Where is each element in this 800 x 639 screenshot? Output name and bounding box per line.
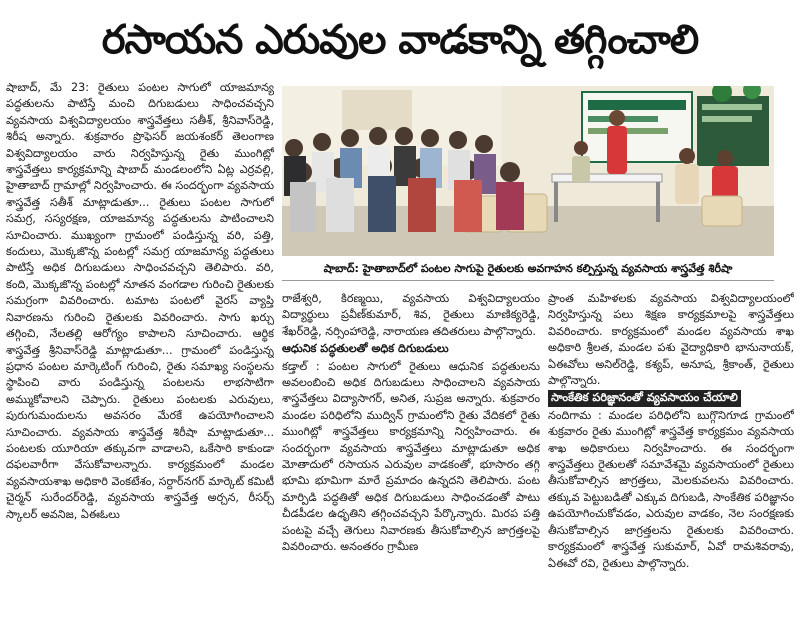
photo-caption: షాబాద్: హైతాబాద్‌లో పంటల సాగుపై రైతులకు అవగాహన కల్పిస్తున్న వ్యవసాయ శాస్త్రవేత్త శిరీషా — [282, 258, 774, 281]
news-photo — [282, 86, 774, 256]
right-intro-text: ప్రాంత మహిళలకు వ్యవసాయ విశ్వవిద్యాలయంలో నిర్వహిస్తున్న పలు శిక్షణ కార్యక్రమాలపై శాస్త్రవేత్తలు వివరించారు. కార్యక్రమంలో మండల వ్యవసాయ శాఖ అధికారి శ్రీలత, మండల పశు వైద్యాధికారి భానునాయక్, ఏఈవోలు అనిల్‌రెడ్డి, కశ్యప్, అనూష, శ్రీకాంత్, రైతులు పాల్గొన్నారు. — [548, 292, 794, 388]
left-column — [6, 80, 274, 636]
middle-column — [282, 291, 540, 636]
meeting-photo-graphic — [282, 86, 774, 256]
middle-subheading: ఆధునిక పద్ధతులతో అధిక దిగుబడులు — [282, 342, 449, 356]
right-column — [548, 291, 794, 636]
right-subheading: సాంకేతిక పరిజ్ఞానంతో వ్యవసాయం చేయాలి — [548, 390, 741, 406]
left-column-text: షాబాద్, మే 23: రైతులు పంటల సాగులో యాజమాన్య పద్ధతులను పాటిస్తే మంచి దిగుబడులు సాధించవచ్చని వ్యవసాయ విశ్వవిద్యాలయం శాస్త్రవేత్తలు సతీశ్, శ్రీనివాస్‌రెడ్డి, శిరీష అన్నారు. శుక్రవారం ప్రొఫెసర్ జయశంకర్ తెలంగాణ విశ్వవిద్యాలయం వారు నిర్వహిస్తున్న రైతు ముంగిట్లో శాస్త్రవేత్తలు కార్యక్రమాన్ని షాబాద్ మండలంలోని ఏట్ల ఎర్రవల్లి, హైతాబాద్ గ్రామాల్లో నిర్వహించారు. ఈ సందర్భంగా వ్యవసాయ శాస్త్రవేత్త సతీశ్ మాట్లాడుతూ... రైతులు పంటల సాగులో సమగ్ర, సస్యరక్షణ, యాజమాన్య పద్ధతులను పాటించాలని సూచించారు. ముఖ్యంగా గ్రామంలో పండిస్తున్న వరి, పత్తి, కందులు, మొక్కజొన్న పంటల్లో సమగ్ర యాజమాన్య పద్ధతులు పాటిస్తే అధిక దిగుబడులు సాధించవచ్చని తెలిపారు. వరి, కంది, మొక్కజొన్న పంటల్లో నూతన వంగడాల గురించి రైతులకు సమగ్రంగా వివరించారు. టమాట పంటలో వైరస్ వ్యాప్తి నివారణను గురించి రైతులకు వివరించారు. సాగు ఖర్చు తగ్గించి, నేలతల్లి ఆరోగ్యం కాపాలని సూచించారు. ఆర్థిక శాస్త్రవేత్త శ్రీనివాస్‌రెడ్డి మాట్లాడుతూ... గ్రామంలో పండిస్తున్న ప్రధాన పంటల మార్కెటింగ్ గురించి, రైతు సమాఖ్య సంస్థలను స్థాపించి వారు పండిస్తున్న పంటలను లాభసాటిగా అమ్ముకోవాలని చెప్పారు. రైతులు పంటలకు ఎరువులు, పురుగుమందులను అవసరం మేరకే ఉపయోగించాలని సూచించారు. వ్యవసాయ శాస్త్రవేత్త శిరీషా మాట్లాడుతూ... పంటలకు యూరియా తక్కువగా వాడాలని, ఒకేసారి కాకుండా దఫలవారీగా వేసుకోవాలన్నారు. కార్యక్రమంలో మండల వ్యవసాయశాఖ అధికారి వెంకటేశం, సర్దార్‌నగర్ మార్కెట్ కమిటీ చైర్మన్ సురేందర్‌రెడ్డి, వ్యవసాయ శాస్త్రవేత్త అర్చన, రీసర్చ్ స్కాలర్ అవనిజ, ఏఈఓలు — [6, 81, 274, 521]
headline: రసాయన ఎరువుల వాడకాన్ని తగ్గించాలి — [101, 17, 699, 63]
middle-body-text: కడ్తాల్ : పంటల సాగులో రైతులు ఆధునిక పద్ధతులను అవలంబించి అధిక దిగుబడులు సాధించాలని వ్యవసాయ శాస్త్రవేత్తలు విద్యాసాగర్, అనిత, సుప్రజ అన్నారు. శుక్రవారం మండల పరిధిలోని ముద్విన్ గ్రామంలోని రైతు వేదికలో రైతు ముంగిట్లో శాస్త్రవేత్తలు కార్యక్రమాన్ని నిర్వహించారు. ఈ సందర్భంగా వ్యవసాయ శాస్త్రవేత్తలు మాట్లాడుతూ అధిక మోతాదులో రసాయన ఎరువుల వాడకంతో, భూసారం తగ్గి భూమి భూమిగా మారే ప్రమాదం ఉన్నదని తెలిపారు. పంట మార్పిడి పద్ధతితో అధిక దిగుబడులు సాధించడంతో పాటు చీడపీడల ఉధృతిని తగ్గించవచ్చని పేర్కొన్నారు. మిరప పత్తి పంటపై వచ్చే తెగులు నివారణకు తీసుకోవాల్సిన జాగ్రత్తలపై వివరించారు. అనంతరం గ్రామీణ — [282, 359, 540, 554]
middle-intro-text: రాజేశ్వరి, కిరణ్మయి, వ్యవసాయ విశ్వవిద్యాలయం విద్యార్థులు ప్రవీణ్‌కుమార్, శివ, రైతులు మాణిక్యరెడ్డి, శేఖర్‌రెడ్డి, నర్సింహారెడ్డి, నారాయణ తదితరులు పాల్గొన్నారు. — [282, 292, 540, 338]
right-body-text: నందిగామ : మండల పరిధిలోని బుగ్గొనిగూడ గ్రామంలో శుక్రవారం రైతు ముంగిట్లో శాస్త్రవేత్త కార్యక్రమం వ్యవసాయ శాఖ అధికారులు నిర్వహించారు. ఈ సందర్భంగా శాస్త్రవేత్తలు రైతులతో సమావేశమై వ్యవసాయంలో రైతులు తీసుకోవాల్సిన జాగ్రత్తలు, మెలకువలను వివరించారు. తక్కువ పెట్టుబడితో ఎక్కువ దిగుబడి, సాంకేతిక పరిజ్ఞానం ఉపయోగించుకోవడం, ఎరువుల వాడకం, నెల సంరక్షణకు తీసుకోవాల్సిన జాగ్రత్తలను రైతులకు వివరించారు. కార్యక్రమంలో శాస్త్రవేత్త సుకుమార్, ఏవో రామశివరావు, ఏఈవో రవి, రైతులు పాల్గొన్నారు. — [548, 408, 794, 570]
